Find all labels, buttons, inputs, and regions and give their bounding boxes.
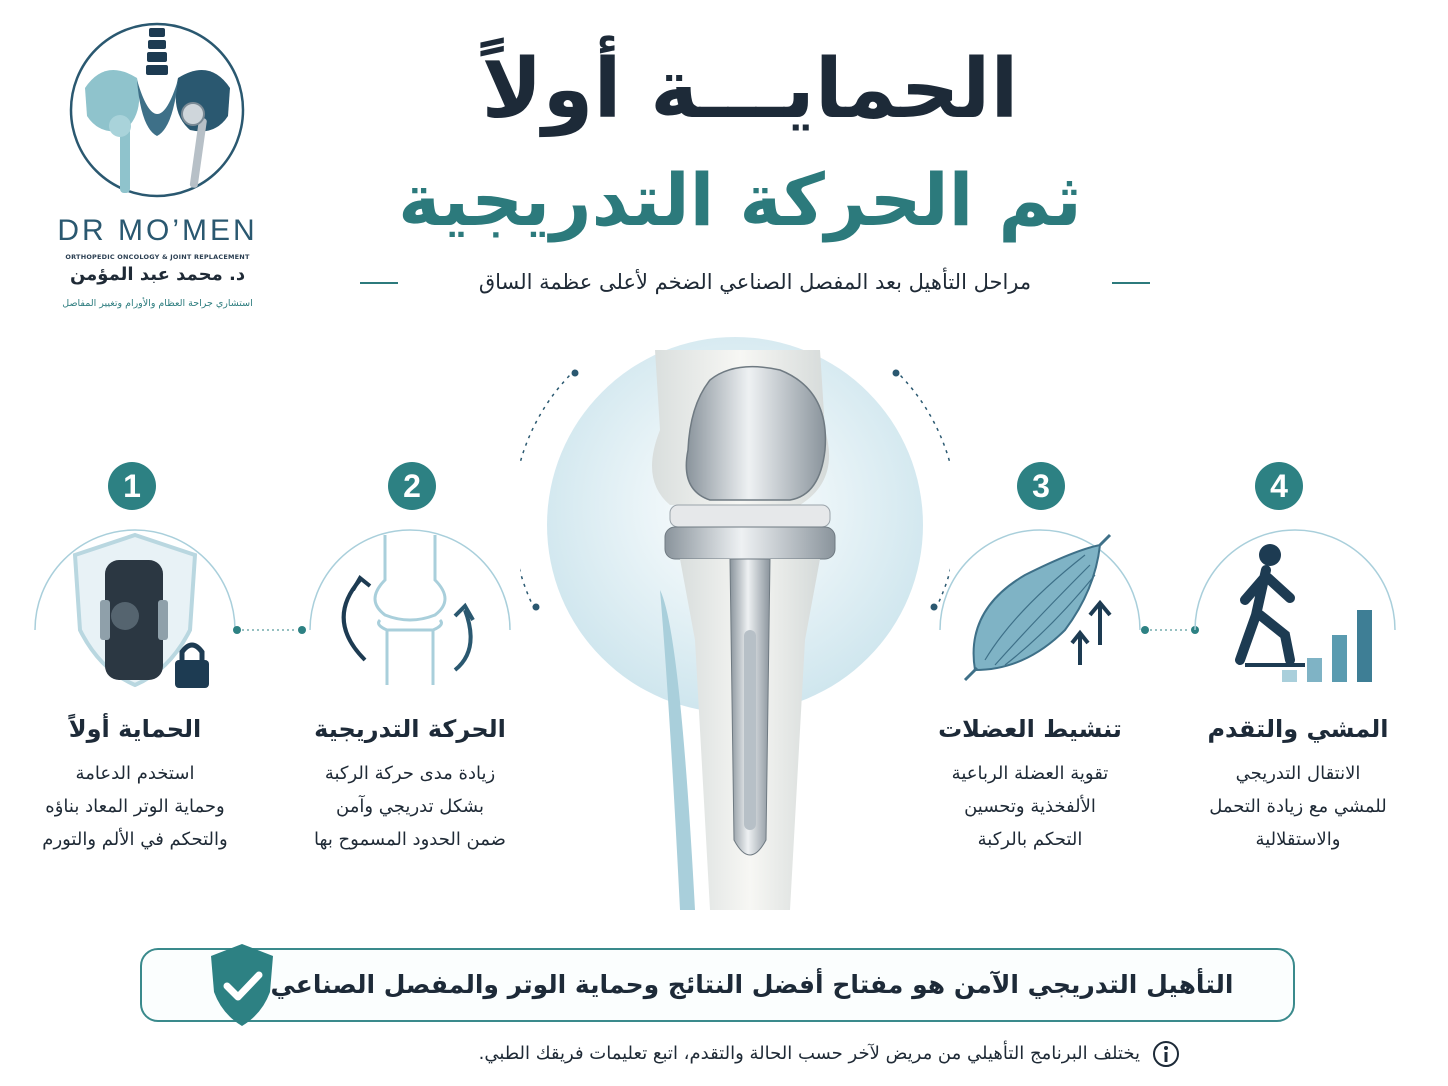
desc-line: التحكم بالركبة [977,829,1083,850]
main-title-secondary: ثم الحركة التدريجية [398,158,1082,242]
desc-line: والتحكم في الألم والتورم [42,829,228,850]
desc-line: والاستقلالية [1255,829,1341,850]
brand-name: DR MO’MEN [57,214,258,247]
step-description [5,757,265,856]
desc-line: الألفخذية وتحسين [964,796,1096,817]
note-text: يختلف البرنامج التأهيلي من مريض لآخر حسب الحالة والتقدم، اتبع تعليمات فريقك الطبي. [478,1043,1140,1064]
main-title: الحمايـــة أولاً [481,42,1019,137]
doctor-title: استشاري جراحة العظام والأورام وتغيير المفاصل [62,298,253,309]
step-number: 3 [1017,462,1065,510]
brand-logo [40,18,275,308]
step-description [1168,757,1428,856]
key-message-banner [140,948,1295,1022]
pelvis-logo-icon [65,18,250,208]
brand-tagline: ORTHOPEDIC ONCOLOGY & JOINT REPLACEMENT [65,253,250,261]
step-title: الحركة التدريجية [314,715,506,743]
step-number: 1 [108,462,156,510]
doctor-name: د. محمد عبد المؤمن [69,264,246,285]
disclaimer-note [340,1036,1190,1072]
desc-line: استخدم الدعامة [75,763,195,784]
subtitle: مراحل التأهيل بعد المفصل الصناعي الضخم لأعلى عظمة الساق [478,270,1032,294]
desc-line: وحماية الوتر المعاد بناؤه [45,796,225,817]
desc-line: للمشي مع زيادة التحمل [1209,796,1387,817]
step-number: 2 [388,462,436,510]
subtitle-divider-left [360,282,398,284]
knee-rotation-icon [305,520,515,690]
desc-line: زيادة مدى حركة الركبة [324,763,496,784]
step-description [900,757,1160,856]
step-title: الحماية أولاً [68,715,202,743]
step-title: المشي والتقدم [1207,715,1389,743]
muscle-icon [935,520,1145,690]
desc-line: ضمن الحدود المسموح بها [314,829,506,850]
desc-line: الانتقال التدريجي [1235,763,1361,784]
desc-line: بشكل تدريجي وآمن [336,796,484,817]
desc-line: تقوية العضلة الرباعية [951,763,1109,784]
banner-text: التأهيل التدريجي الآمن هو مفتاح أفضل النتائج وحماية الوتر والمفصل الصناعي [270,970,1234,999]
subtitle-row [360,262,1150,302]
step-description [280,757,540,856]
walking-progress-icon [1190,520,1400,690]
info-icon [1152,1040,1180,1068]
step-number: 4 [1255,462,1303,510]
step-title: تنشيط العضلات [938,715,1122,743]
knee-brace-lock-icon [30,520,240,690]
step-connector [232,624,307,636]
knee-implant-illustration [520,310,950,910]
subtitle-divider-right [1112,282,1150,284]
